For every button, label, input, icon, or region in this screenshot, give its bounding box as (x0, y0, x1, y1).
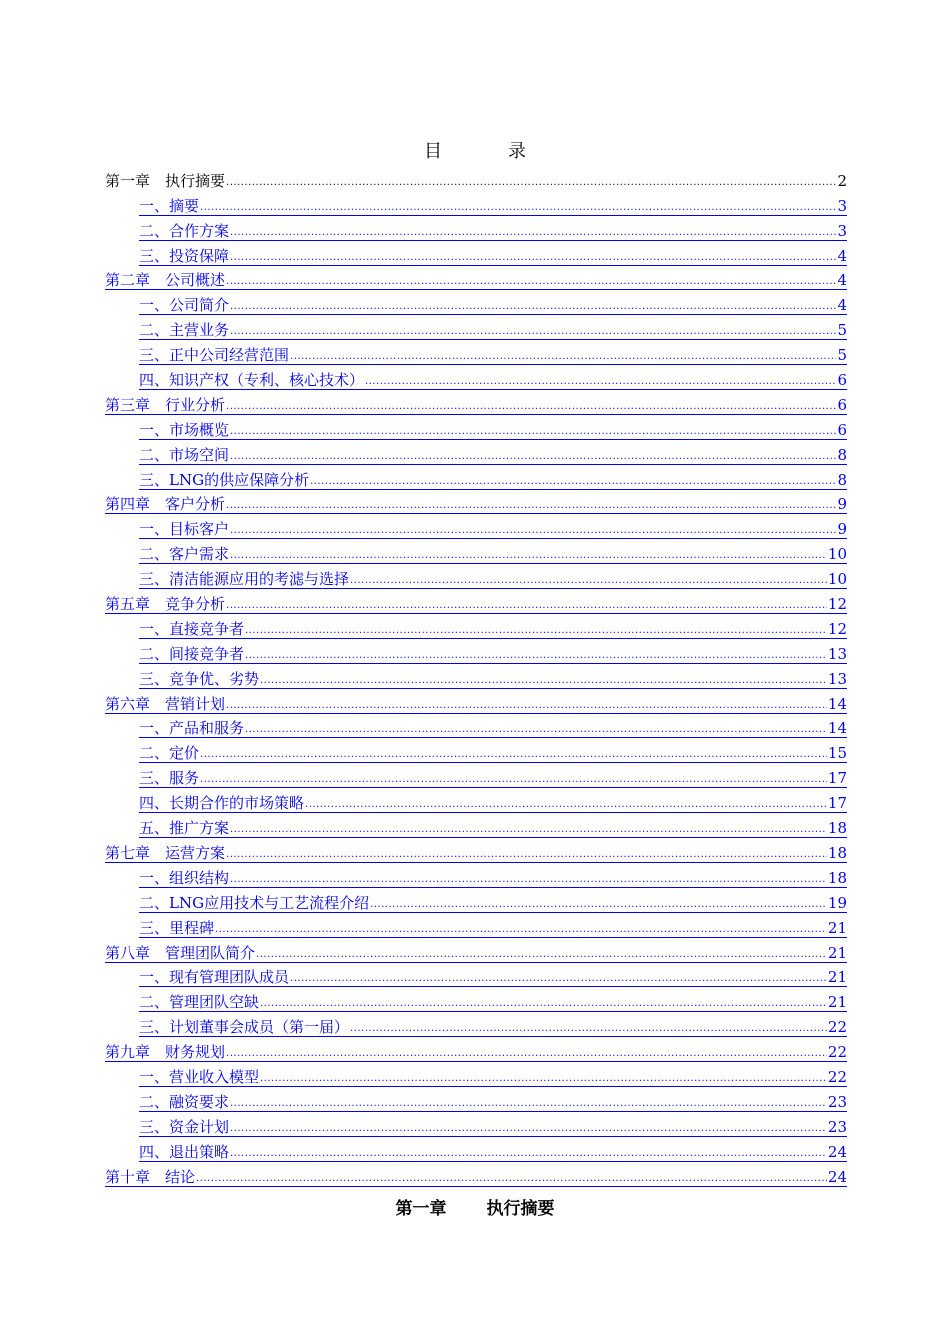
toc-section-entry[interactable] (105, 191, 847, 216)
toc-entry-label: 三、清洁能源应用的考滤与选择 (139, 570, 350, 589)
toc-section-entry[interactable] (105, 241, 847, 266)
toc-leader-dots (230, 550, 827, 564)
chapter-title: 执行摘要 (486, 1199, 555, 1219)
toc-entry-label: 第六章 营销计划 (105, 694, 226, 713)
toc-entry-label: 三、里程碑 (139, 918, 215, 937)
toc-entry-label: 二、融资要求 (139, 1092, 230, 1111)
toc-leader-dots (215, 924, 827, 938)
toc-entry-label: 一、市场概览 (139, 420, 230, 439)
toc-entry-page-number: 6 (837, 371, 847, 390)
toc-section-entry[interactable] (105, 788, 847, 813)
toc-entry-label: 第七章 运营方案 (105, 843, 226, 862)
toc-entry-page-number: 2 (837, 171, 847, 190)
toc-section-entry[interactable] (105, 987, 847, 1012)
toc-entry-label: 四、长期合作的市场策略 (139, 794, 305, 813)
toc-leader-dots (196, 1173, 827, 1187)
toc-section-entry[interactable] (105, 714, 847, 739)
toc-leader-dots (230, 1098, 827, 1112)
toc-entry-label: 四、退出策略 (139, 1142, 230, 1161)
toc-entry-label: 三、LNG的供应保障分析 (139, 470, 310, 489)
toc-entry-page-number: 23 (827, 1117, 847, 1136)
toc-entry-page-number: 18 (827, 819, 847, 838)
toc-entry-page-number: 21 (827, 968, 847, 987)
toc-entry-page-number: 19 (827, 893, 847, 912)
toc-leader-dots (260, 675, 827, 689)
toc-entry-page-number: 3 (837, 196, 847, 215)
toc-entry-label: 第十章 结论 (105, 1167, 196, 1186)
toc-entry-page-number: 8 (837, 470, 847, 489)
toc-leader-dots (200, 749, 827, 763)
toc-entry-page-number: 5 (837, 321, 847, 340)
toc-leader-dots (226, 177, 836, 191)
toc-entry-label: 四、知识产权（专利、核心技术） (139, 371, 365, 390)
toc-section-entry[interactable] (105, 365, 847, 390)
toc-section-entry[interactable] (105, 564, 847, 589)
toc-section-entry[interactable] (105, 913, 847, 938)
toc-entry-label: 第三章 行业分析 (105, 395, 226, 414)
toc-entry-page-number: 12 (827, 595, 847, 614)
toc-section-entry[interactable] (105, 763, 847, 788)
toc-entry-page-number: 14 (827, 694, 847, 713)
toc-leader-dots (230, 1148, 827, 1162)
toc-leader-dots (230, 426, 836, 440)
toc-leader-dots (230, 1123, 827, 1137)
toc-leader-dots (226, 700, 827, 714)
toc-entry-page-number: 12 (827, 619, 847, 638)
toc-entry-page-number: 21 (827, 943, 847, 962)
toc-leader-dots (230, 227, 836, 241)
toc-section-entry[interactable] (105, 514, 847, 539)
toc-section-entry[interactable] (105, 290, 847, 315)
toc-section-entry[interactable] (105, 888, 847, 913)
chapter-number: 第一章 (395, 1199, 447, 1219)
toc-leader-dots (350, 1023, 827, 1037)
toc-entry-page-number: 23 (827, 1092, 847, 1111)
toc-entry-label: 一、营业收入模型 (139, 1067, 260, 1086)
toc-entry-label: 二、管理团队空缺 (139, 993, 260, 1012)
toc-entry-label: 一、目标客户 (139, 520, 230, 539)
toc-section-entry[interactable] (105, 216, 847, 241)
toc-entry-page-number: 9 (837, 495, 847, 514)
toc-leader-dots (230, 824, 827, 838)
toc-leader-dots (260, 1073, 827, 1087)
toc-leader-dots (370, 899, 827, 913)
chapter-heading (0, 1197, 950, 1221)
toc-entry-label: 一、公司简介 (139, 296, 230, 315)
toc-entry-page-number: 9 (837, 520, 847, 539)
toc-entry-page-number: 8 (837, 445, 847, 464)
toc-leader-dots (230, 525, 836, 539)
toc-entry-label: 三、正中公司经营范围 (139, 346, 290, 365)
toc-entry-label: 三、服务 (139, 769, 200, 788)
toc-chapter-entry[interactable] (105, 689, 847, 714)
toc-entry-page-number: 4 (837, 296, 847, 315)
toc-entry-page-number: 4 (837, 271, 847, 290)
toc-leader-dots (230, 874, 827, 888)
toc-entry-page-number: 17 (827, 794, 847, 813)
toc-section-entry[interactable] (105, 963, 847, 988)
toc-title: 目 录 (424, 141, 550, 162)
toc-chapter-entry[interactable] (105, 390, 847, 415)
toc-entry-label: 第一章 执行摘要 (105, 171, 226, 190)
toc-entry-label: 二、LNG应用技术与工艺流程介绍 (139, 893, 370, 912)
toc-chapter-entry[interactable] (105, 938, 847, 963)
toc-leader-dots (230, 301, 836, 315)
toc-leader-dots (245, 625, 827, 639)
toc-chapter-entry[interactable] (105, 1162, 847, 1187)
toc-entry-page-number: 13 (827, 669, 847, 688)
toc-entry-label: 一、直接竞争者 (139, 619, 245, 638)
toc-leader-dots (200, 202, 836, 216)
toc-leader-dots (260, 998, 827, 1012)
toc-entry-page-number: 22 (827, 1067, 847, 1086)
toc-section-entry[interactable] (105, 1112, 847, 1137)
toc-entry-label: 二、合作方案 (139, 221, 230, 240)
toc-chapter-entry[interactable] (105, 589, 847, 614)
toc-section-entry[interactable] (105, 639, 847, 664)
toc-entry-label: 三、计划董事会成员（第一届） (139, 1018, 350, 1037)
toc-entry-page-number: 17 (827, 769, 847, 788)
toc-entry-label: 二、市场空间 (139, 445, 230, 464)
toc-leader-dots (226, 500, 836, 514)
toc-entry-page-number: 15 (827, 744, 847, 763)
toc-entry-label: 第二章 公司概述 (105, 271, 226, 290)
toc-chapter-entry[interactable] (105, 838, 847, 863)
toc-entry-label: 一、组织结构 (139, 868, 230, 887)
toc-entry-page-number: 6 (837, 420, 847, 439)
toc-entry-label: 一、现有管理团队成员 (139, 968, 290, 987)
toc-section-entry[interactable] (105, 340, 847, 365)
toc-leader-dots (230, 252, 836, 266)
toc-entry-page-number: 14 (827, 719, 847, 738)
toc-leader-dots (350, 575, 827, 589)
toc-section-entry[interactable] (105, 539, 847, 564)
toc-leader-dots (200, 774, 827, 788)
toc-entry-label: 一、摘要 (139, 196, 200, 215)
toc-entry-label: 三、投资保障 (139, 246, 230, 265)
toc-entry-label: 三、竞争优、劣势 (139, 669, 260, 688)
table-of-contents (105, 166, 847, 1187)
toc-leader-dots (290, 351, 836, 365)
toc-leader-dots (226, 276, 836, 290)
toc-chapter-entry[interactable] (105, 266, 847, 291)
toc-entry-page-number: 21 (827, 993, 847, 1012)
toc-entry-page-number: 22 (827, 1043, 847, 1062)
toc-leader-dots (226, 1048, 827, 1062)
toc-entry-label: 二、主营业务 (139, 321, 230, 340)
toc-section-entry[interactable] (105, 1012, 847, 1037)
toc-entry-page-number: 21 (827, 918, 847, 937)
toc-entry-label: 二、定价 (139, 744, 200, 763)
toc-entry-page-number: 18 (827, 868, 847, 887)
toc-leader-dots (230, 326, 836, 340)
toc-entry-page-number: 18 (827, 843, 847, 862)
toc-chapter-entry (105, 166, 847, 191)
toc-entry-page-number: 10 (827, 545, 847, 564)
toc-leader-dots (256, 949, 827, 963)
toc-section-entry[interactable] (105, 1137, 847, 1162)
toc-section-entry[interactable] (105, 415, 847, 440)
toc-section-entry[interactable] (105, 1062, 847, 1087)
toc-entry-page-number: 22 (827, 1018, 847, 1037)
toc-section-entry[interactable] (105, 863, 847, 888)
toc-section-entry[interactable] (105, 664, 847, 689)
toc-chapter-entry[interactable] (105, 490, 847, 515)
toc-entry-label: 一、产品和服务 (139, 719, 245, 738)
toc-section-entry[interactable] (105, 465, 847, 490)
toc-entry-label: 第四章 客户分析 (105, 495, 226, 514)
toc-entry-page-number: 6 (837, 395, 847, 414)
toc-section-entry[interactable] (105, 440, 847, 465)
toc-entry-page-number: 24 (827, 1167, 847, 1186)
toc-leader-dots (226, 600, 827, 614)
toc-chapter-entry[interactable] (105, 1037, 847, 1062)
toc-entry-label: 第九章 财务规划 (105, 1043, 226, 1062)
toc-section-entry[interactable] (105, 315, 847, 340)
toc-entry-label: 第八章 管理团队简介 (105, 943, 256, 962)
toc-entry-label: 五、推广方案 (139, 819, 230, 838)
toc-leader-dots (305, 799, 827, 813)
toc-leader-dots (226, 401, 836, 415)
toc-entry-page-number: 3 (837, 221, 847, 240)
toc-leader-dots (310, 476, 836, 490)
toc-leader-dots (365, 376, 836, 390)
toc-entry-page-number: 24 (827, 1142, 847, 1161)
toc-entry-label: 二、间接竞争者 (139, 644, 245, 663)
toc-entry-label: 三、资金计划 (139, 1117, 230, 1136)
toc-entry-page-number: 5 (837, 346, 847, 365)
toc-entry-label: 第五章 竞争分析 (105, 595, 226, 614)
toc-section-entry[interactable] (105, 813, 847, 838)
toc-leader-dots (245, 724, 827, 738)
toc-leader-dots (230, 451, 836, 465)
toc-section-entry[interactable] (105, 738, 847, 763)
toc-entry-page-number: 4 (837, 246, 847, 265)
toc-entry-page-number: 13 (827, 644, 847, 663)
toc-leader-dots (245, 650, 827, 664)
toc-section-entry[interactable] (105, 614, 847, 639)
toc-section-entry[interactable] (105, 1087, 847, 1112)
toc-entry-label: 二、客户需求 (139, 545, 230, 564)
toc-entry-page-number: 10 (827, 570, 847, 589)
toc-leader-dots (290, 973, 827, 987)
toc-leader-dots (226, 849, 827, 863)
